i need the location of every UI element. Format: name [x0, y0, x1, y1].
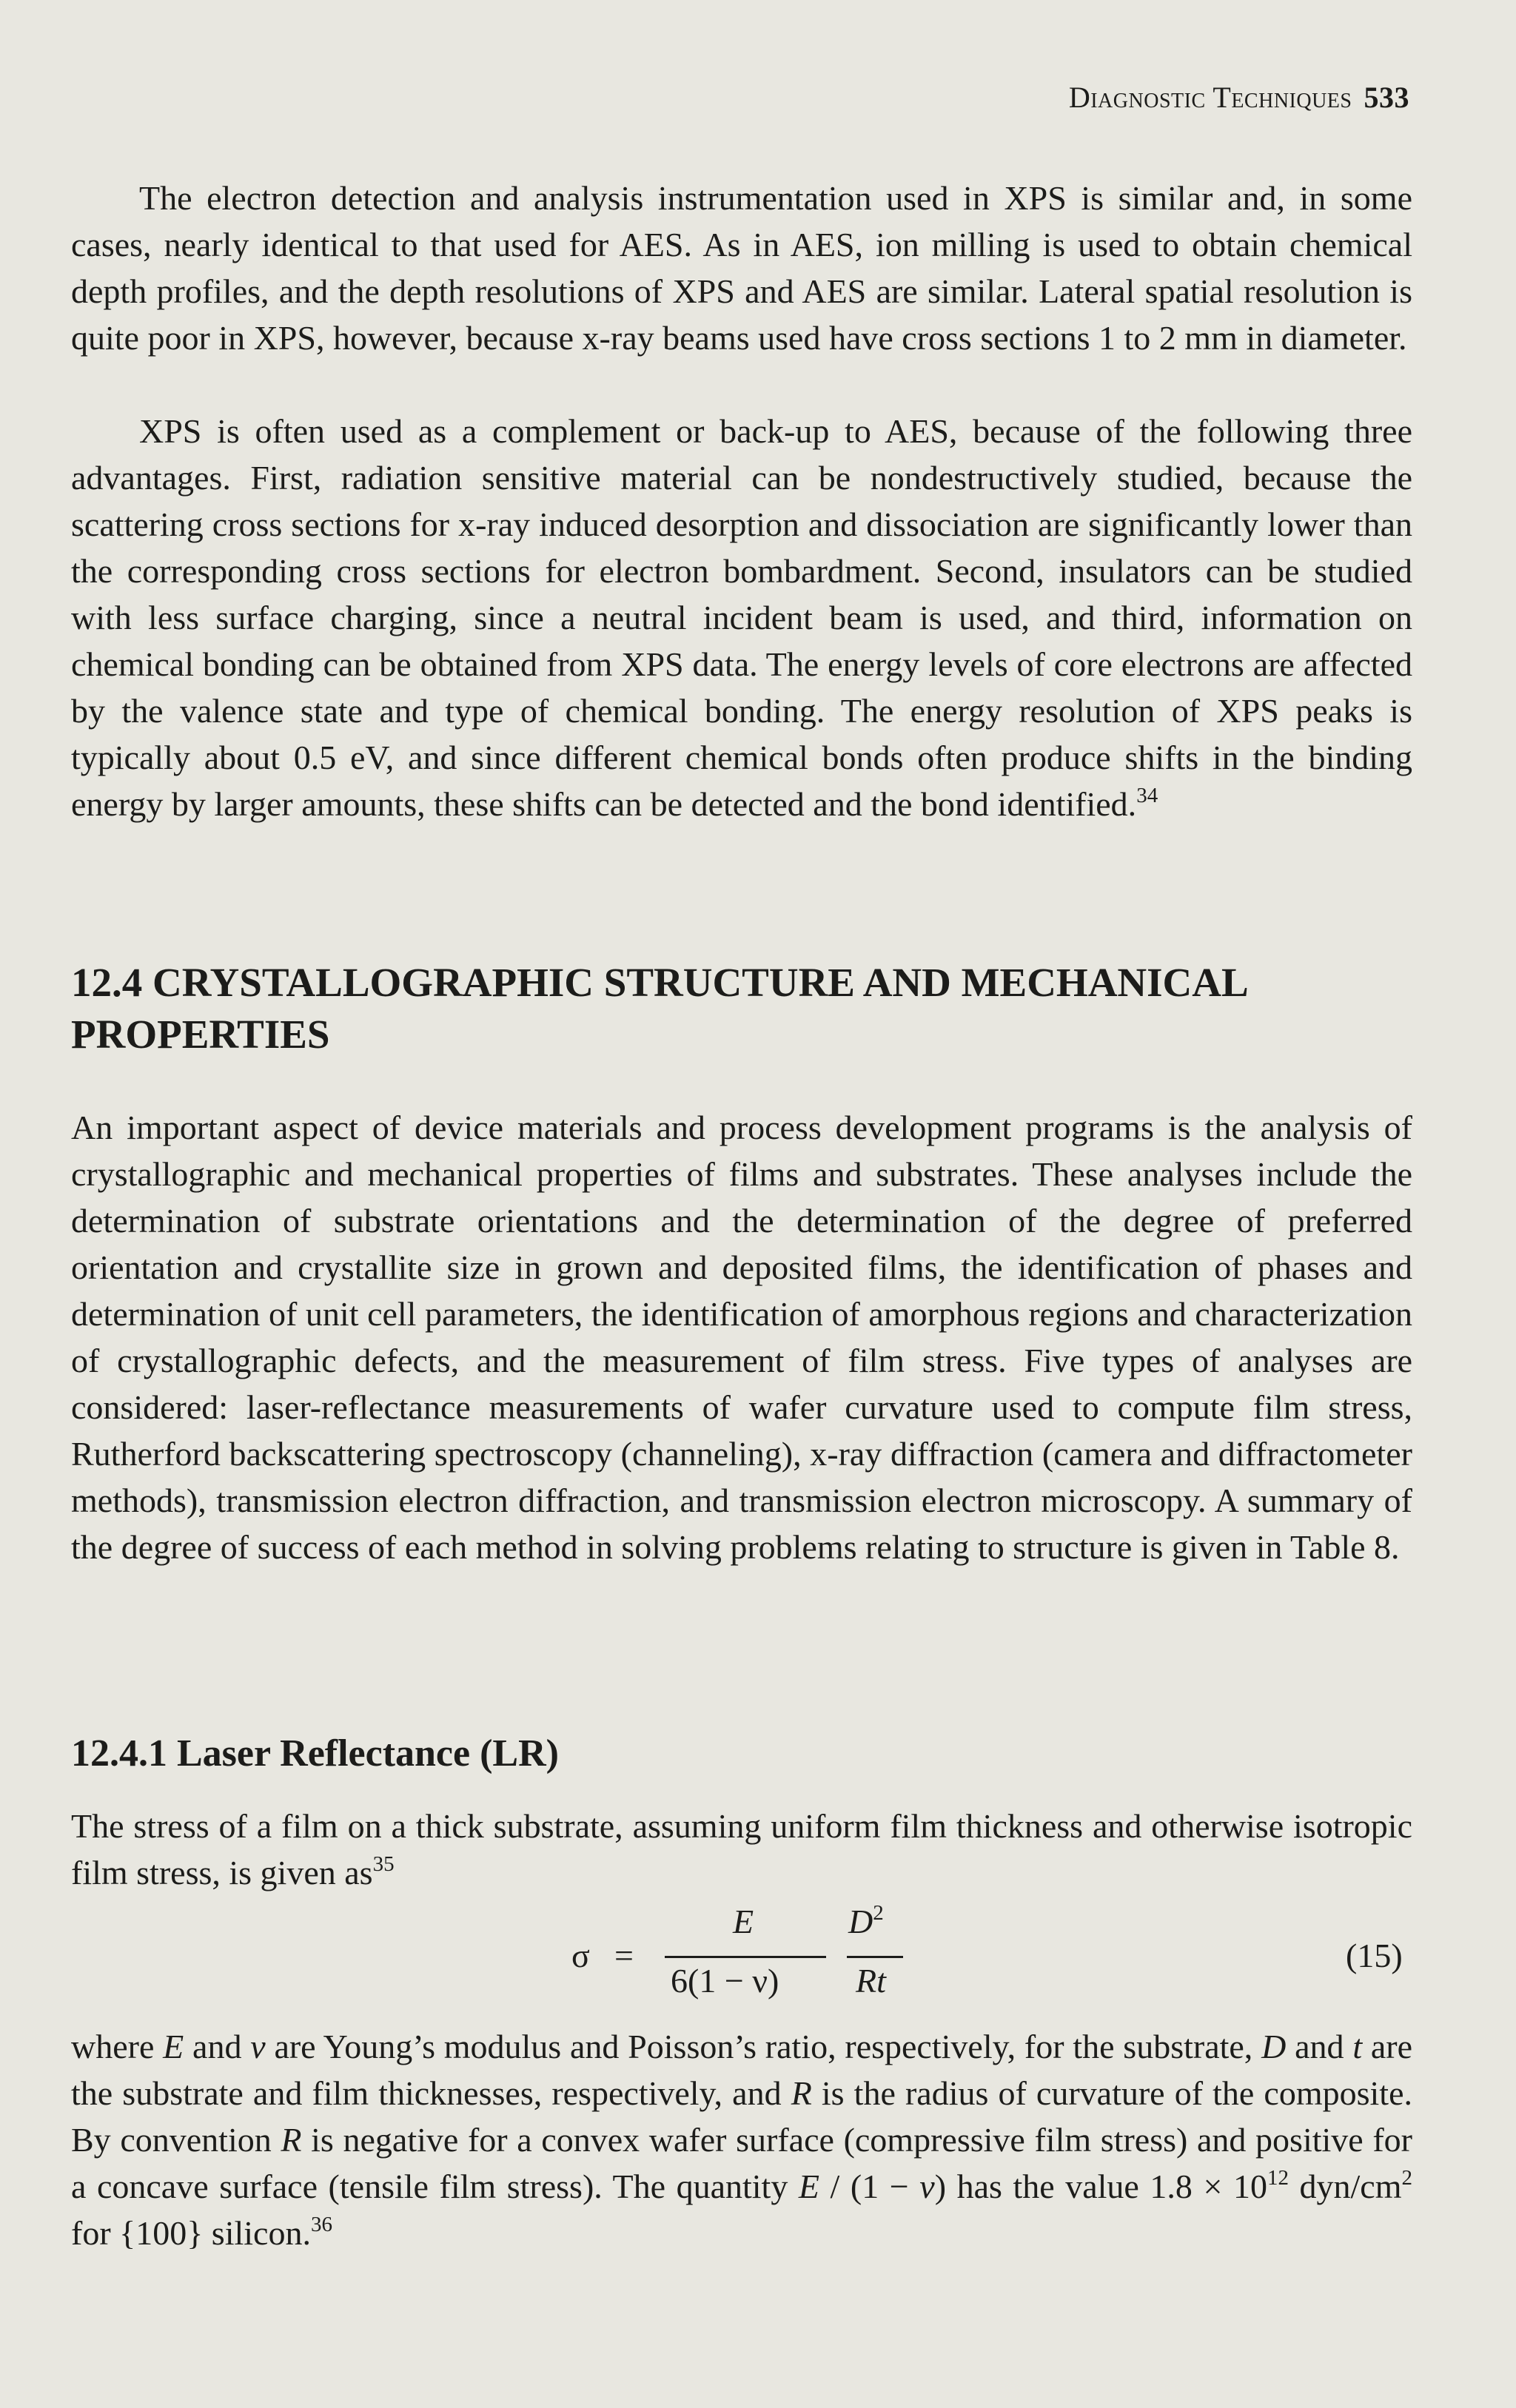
- running-head-title: Diagnostic Techniques: [1068, 81, 1352, 114]
- paragraph-xps-advantages: [71, 408, 1412, 827]
- paragraph-film-stress: [71, 1803, 1412, 1896]
- fraction-2-numerator: $D^2$: [848, 1901, 884, 1940]
- page-number: 533: [1364, 81, 1409, 114]
- subsection-heading: 12.4.1 Laser Reflectance (LR): [71, 1732, 559, 1775]
- reference-marker: 35: [372, 1852, 395, 1876]
- paragraph-text: The electron detection and analysis instrumentation used in XPS is similar and, in some cases, nearly identical to that used for AES. As in AES, ion milling is used to obtain chemical depth profiles, and the depth resolutions of XPS and AES are similar. Lateral spatial resolution is quite poor in XPS, however, because x-ray beams used have cross sections 1 to 2 mm in diameter.: [71, 179, 1412, 357]
- paragraph-xps-instrumentation: [71, 175, 1412, 361]
- fraction-2-bar: [847, 1956, 903, 1958]
- equation-number: (15): [1346, 1937, 1403, 1974]
- section-heading: 12.4 CRYSTALLOGRAPHIC STRUCTURE AND MECHANICAL PROPERTIES: [71, 960, 1247, 1057]
- fraction-1-numerator: E: [733, 1903, 754, 1940]
- equation-equals: =: [614, 1937, 634, 1974]
- paragraph-crystallographic-intro: [71, 1104, 1412, 1570]
- equation-15: [0, 1902, 1516, 2013]
- paragraph-text: XPS is often used as a complement or back-up to AES, because of the following three advantages. First, radiation sensitive material can be nondestructively studied, because the scattering cross sections for x-ray induced desorption and dissociation are significantly lower than the corresponding cross sections for electron bombardment. Second, insulators can be studied with less surface charging, since a neutral incident beam is used, and third, information on chemical bonding can be obtained from XPS data. The energy levels of core electrons are affected by the valence state and type of chemical bonding. The energy resolution of XPS peaks is typically about 0.5 eV, and since different chemical bonds often produce shifts in the binding energy by larger amounts, these shifts can be detected and the bond identified.: [71, 412, 1412, 823]
- paragraph-variable-definitions: where E and ν are Young’s modulus and Poisson’s ratio, respectively, for the substrate, D and t are the substrate and film thicknesses, respectively, and R is the radius of curvature of the composite. By convention R is negative for a convex wafer surface (compressive film stress) and positive for a concave surface (tensile film stress). The quantity E / (1 − ν) has the value $1.8 \times 10^{12}$ dyn/$cm^2$ for {100} silicon.$^{36}$: [71, 2028, 1413, 2252]
- reference-marker: 34: [1136, 784, 1158, 807]
- fraction-1-denominator: 6(1 − ν): [671, 1962, 779, 2000]
- equation-sigma: σ: [571, 1937, 590, 1974]
- reference-marker: 36: [310, 2213, 332, 2236]
- paragraph-text: The stress of a film on a thick substrate, assuming uniform film thickness and otherwise isotropic film stress, is given as: [71, 1807, 1412, 1891]
- fraction-2-denominator: Rt: [856, 1962, 886, 2000]
- fraction-1-bar: [665, 1956, 826, 1958]
- paragraph-text: An important aspect of device materials and process development programs is the analysis of crystallographic and mechanical properties of films and substrates. These analyses include the determination of substrate orientations and the determination of the degree of preferred orientation and crystallite size in grown and deposited films, the identification of phases and determination of unit cell parameters, the identification of amorphous regions and characterization of crystallographic defects, and the measurement of film stress. Five types of analyses are considered: laser-reflectance measurements of wafer curvature used to compute film stress, Rutherford backscattering spectroscopy (channeling), x-ray diffraction (camera and diffractometer methods), transmission electron diffraction, and transmission electron microscopy. A summary of the degree of success of each method in solving problems relating to structure is given in Table 8.: [71, 1109, 1412, 1566]
- running-head: [1069, 80, 1409, 115]
